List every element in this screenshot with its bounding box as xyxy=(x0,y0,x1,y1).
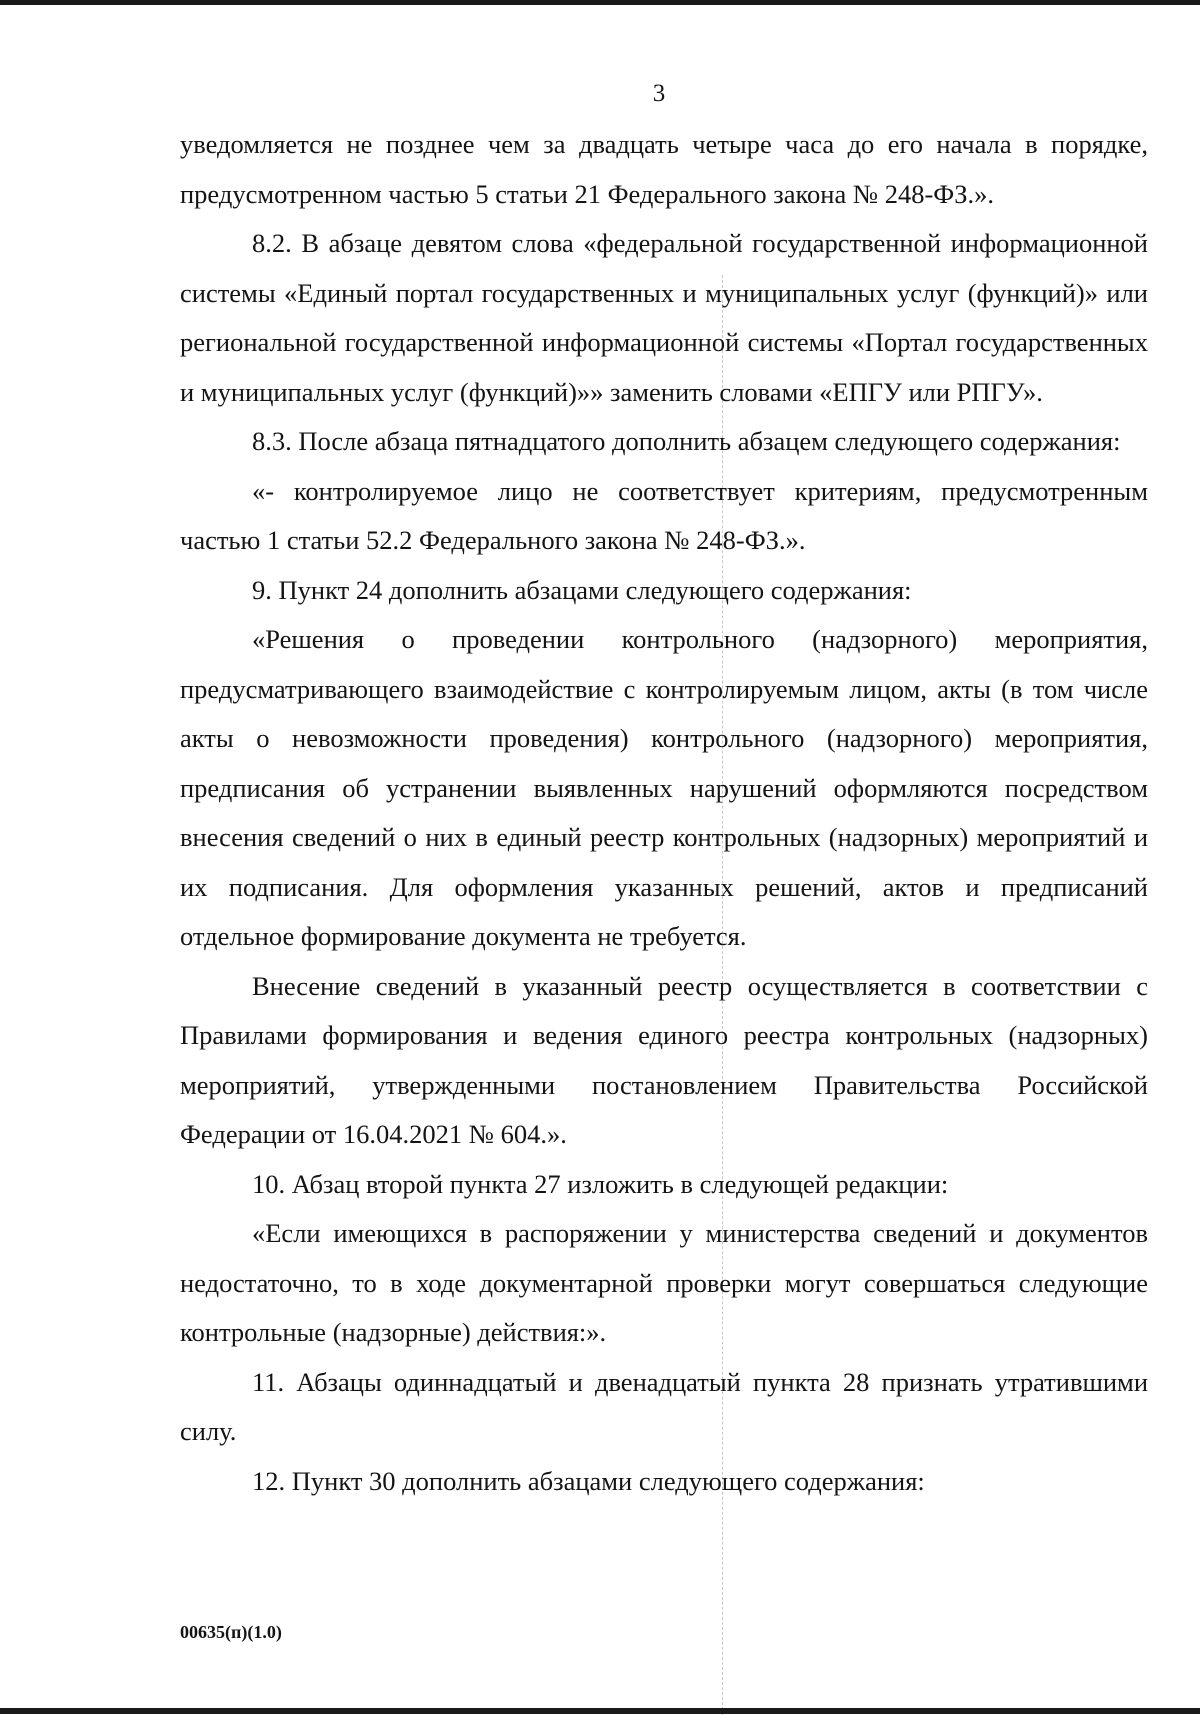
paragraph-9-quote-2: Внесение сведений в указанный реестр осуществляется в соответствии с Правилами формирования и ведения единого реестра контрольных (надзорных) мероприятий, утвержденными постановлением Правительства Российской Федерации от 16.04.2021 № 604.». xyxy=(180,970,1148,1149)
paragraph-10: 10. Абзац второй пункта 27 изложить в следующей редакции: xyxy=(252,1168,949,1199)
paragraph-9-quote-1: «Решения о проведении контрольного (надзорного) мероприятия, предусматривающего взаимодействие с контролируемым лицом, акты (в том числе акты о невозможности проведения) контрольного (надзорного) мероприятия, предписания об устранении выявленных нарушений оформляются посредством внесения сведений о них в единый реестр контрольных (надзорных) мероприятий и их подписания. Для оформления указанных решений, актов и предписаний отдельное формирование документа не требуется. xyxy=(180,624,1148,951)
paragraph-continuation: уведомляется не позднее чем за двадцать четыре часа до его начала в порядке, предусмотренном частью 5 статьи 21 Федерального закона № 248-ФЗ.». xyxy=(180,129,1148,209)
scan-edge-top xyxy=(0,0,1200,5)
paragraph-8-3-quote: «- контролируемое лицо не соответствует критериям, предусмотренным частью 1 статьи 52.2 Федерального закона № 248-ФЗ.». xyxy=(180,475,1148,555)
paragraph-8-3: 8.3. После абзаца пятнадцатого дополнить абзацем следующего содержания: xyxy=(252,426,1121,456)
paragraph-10-quote: «Если имеющихся в распоряжении у министерства сведений и документов недостаточно, то в ходе документарной проверки могут совершаться следующие контрольные (надзорные) действия:». xyxy=(180,1218,1148,1347)
page-number: 3 xyxy=(652,80,666,107)
paragraph-11: 11. Абзацы одиннадцатый и двенадцатый пункта 28 признать утратившими силу. xyxy=(180,1366,1148,1446)
paragraph-12: 12. Пункт 30 дополнить абзацами следующего содержания: xyxy=(252,1465,925,1496)
paragraph-8-2: 8.2. В абзаце девятом слова «федеральной государственной информационной системы «Единый портал государственных и муниципальных услуг (функций)» или региональной государственной информационной системы «Портал государственных и муниципальных услуг (функций)»» заменить словами «ЕПГУ или РПГУ». xyxy=(180,228,1148,407)
paragraph-9: 9. Пункт 24 дополнить абзацами следующего содержания: xyxy=(252,574,912,605)
document-code: 00635(п)(1.0) xyxy=(180,1622,282,1642)
scan-edge-bottom xyxy=(0,1708,1200,1714)
document-body xyxy=(180,120,1148,1506)
